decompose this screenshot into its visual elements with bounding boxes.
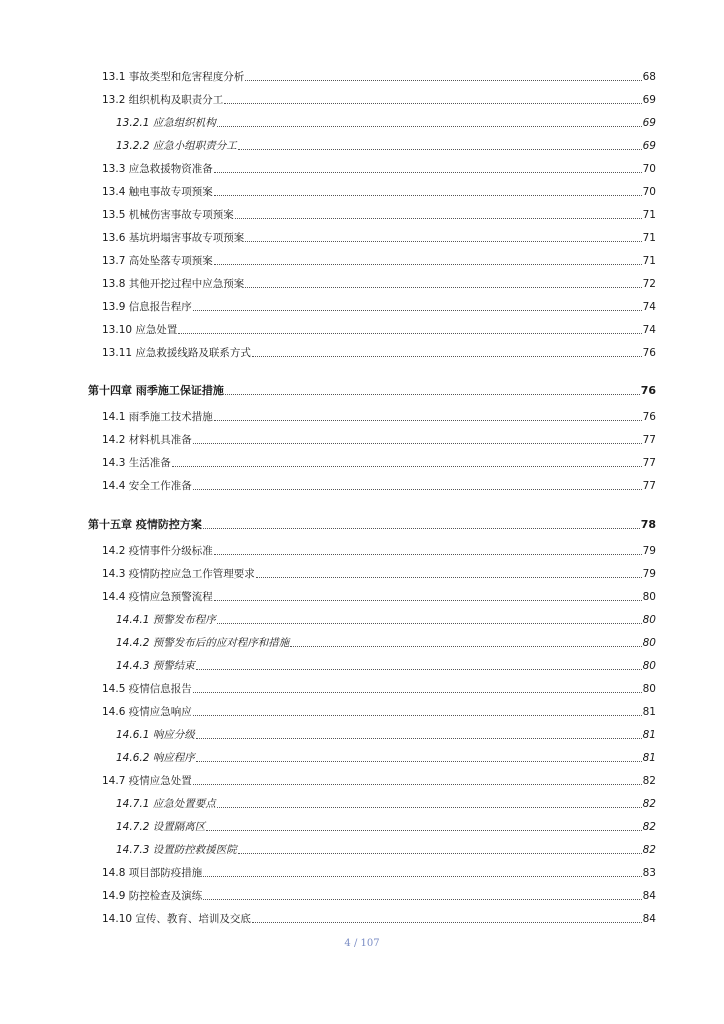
toc-entry-title: 14.7.2 设置隔离区	[116, 821, 206, 833]
toc-entry-page: 84	[642, 890, 656, 902]
toc-entry[interactable]	[102, 705, 656, 719]
toc-leader	[172, 465, 642, 467]
toc-entry[interactable]	[116, 728, 656, 742]
toc-entry-title: 13.2 组织机构及职责分工	[102, 94, 224, 106]
toc-leader	[238, 852, 642, 854]
toc-leader	[224, 102, 641, 104]
toc-entry-title: 14.2 材料机具准备	[102, 434, 192, 446]
toc-entry[interactable]	[102, 889, 656, 903]
toc-leader	[196, 668, 642, 670]
toc-entry[interactable]	[102, 254, 656, 268]
toc-entry[interactable]	[102, 277, 656, 291]
toc-leader	[225, 393, 640, 395]
toc-leader	[193, 442, 642, 444]
toc-entry-title: 14.4 安全工作准备	[102, 480, 192, 492]
toc-entry-page: 76	[640, 384, 656, 397]
toc-entry-title: 14.6 疫情应急响应	[102, 706, 192, 718]
toc-entry-title: 14.6.1 响应分级	[116, 729, 195, 741]
toc-leader	[245, 79, 641, 81]
toc-leader	[193, 714, 642, 716]
page-indicator: 4 / 107	[344, 938, 380, 949]
toc-entry-title: 14.4.1 预警发布程序	[116, 614, 216, 626]
toc-leader	[203, 898, 641, 900]
toc-entry-title: 14.8 项目部防疫措施	[102, 867, 203, 879]
toc-entry-page: 80	[642, 637, 656, 649]
toc-entry[interactable]	[102, 590, 656, 604]
toc-entry[interactable]	[116, 613, 656, 627]
toc-entry[interactable]	[102, 185, 656, 199]
toc-entry[interactable]	[102, 208, 656, 222]
toc-entry-title: 13.10 应急处置	[102, 324, 178, 336]
toc-entry-title: 第十四章 雨季施工保证措施	[88, 384, 224, 397]
toc-entry[interactable]	[102, 93, 656, 107]
toc-leader	[252, 355, 642, 357]
toc-leader	[238, 148, 642, 150]
toc-entry-page: 76	[642, 347, 656, 359]
toc-entry-page: 72	[642, 278, 656, 290]
toc-entry[interactable]	[116, 636, 656, 650]
toc-entry-title: 14.4.2 预警发布后的应对程序和措施	[116, 637, 290, 649]
toc-leader	[252, 921, 642, 923]
toc-entry-page: 83	[642, 867, 656, 879]
toc-entry-title: 13.7 高处坠落专项预案	[102, 255, 213, 267]
toc-entry-title: 13.2.2 应急小组职责分工	[116, 140, 237, 152]
toc-entry-page: 79	[642, 568, 656, 580]
toc-entry-title: 14.4 疫情应急预警流程	[102, 591, 213, 603]
toc-entry-page: 82	[642, 775, 656, 787]
toc-entry[interactable]	[116, 116, 656, 130]
toc-entry-page: 81	[642, 706, 656, 718]
toc-entry-page: 82	[642, 798, 656, 810]
toc-entry-page: 69	[642, 94, 656, 106]
toc-entry[interactable]	[102, 567, 656, 581]
toc-entry[interactable]	[102, 866, 656, 880]
toc-entry-page: 80	[642, 660, 656, 672]
toc-entry[interactable]	[116, 659, 656, 673]
toc-leader	[178, 332, 641, 334]
toc-entry[interactable]	[116, 797, 656, 811]
toc-entry-title: 13.2.1 应急组织机构	[116, 117, 216, 129]
toc-leader	[217, 622, 642, 624]
toc-entry-title: 14.1 雨季施工技术措施	[102, 411, 213, 423]
toc-entry-page: 74	[642, 301, 656, 313]
toc-entry-title: 14.5 疫情信息报告	[102, 683, 192, 695]
toc-entry-title: 13.3 应急救援物资准备	[102, 163, 213, 175]
toc-entry-page: 80	[642, 614, 656, 626]
toc-entry-title: 13.1 事故类型和危害程度分析	[102, 71, 245, 83]
toc-leader	[214, 263, 642, 265]
toc-entry-page: 69	[642, 140, 656, 152]
toc-entry[interactable]	[102, 433, 656, 447]
toc-chapter-entry[interactable]	[88, 518, 656, 532]
toc-entry-page: 79	[642, 545, 656, 557]
toc-leader	[217, 125, 642, 127]
toc-entry-title: 13.6 基坑坍塌害事故专项预案	[102, 232, 245, 244]
toc-entry-page: 68	[642, 71, 656, 83]
toc-entry[interactable]	[102, 544, 656, 558]
toc-entry-page: 70	[642, 186, 656, 198]
toc-leader	[245, 286, 641, 288]
toc-entry-page: 71	[642, 232, 656, 244]
toc-entry[interactable]	[102, 162, 656, 176]
toc-entry-title: 14.2 疫情事件分级标准	[102, 545, 213, 557]
toc-entry-page: 77	[642, 434, 656, 446]
toc-entry-title: 14.10 宣传、教育、培训及交底	[102, 913, 251, 925]
toc-entry-page: 78	[640, 518, 656, 531]
toc-entry-title: 13.9 信息报告程序	[102, 301, 192, 313]
toc-entry-title: 14.6.2 响应程序	[116, 752, 195, 764]
toc-leader	[193, 309, 642, 311]
toc-leader	[245, 240, 641, 242]
toc-entry-title: 14.7 疫情应急处置	[102, 775, 192, 787]
toc-entry[interactable]	[102, 70, 656, 84]
toc-leader	[203, 527, 640, 529]
toc-leader	[196, 760, 642, 762]
toc-entry-page: 84	[642, 913, 656, 925]
toc-entry[interactable]	[116, 820, 656, 834]
toc-entry[interactable]	[102, 300, 656, 314]
toc-entry-page: 71	[642, 209, 656, 221]
toc-leader	[193, 488, 642, 490]
toc-entry-page: 82	[642, 844, 656, 856]
toc-entry-title: 13.4 触电事故专项预案	[102, 186, 213, 198]
toc-entry[interactable]	[116, 843, 656, 857]
toc-entry-page: 81	[642, 729, 656, 741]
toc-leader	[217, 806, 642, 808]
toc-entry-page: 82	[642, 821, 656, 833]
toc-entry[interactable]	[102, 456, 656, 470]
toc-leader	[290, 645, 641, 647]
toc-entry-title: 13.8 其他开挖过程中应急预案	[102, 278, 245, 290]
toc-entry-page: 80	[642, 683, 656, 695]
toc-leader	[256, 576, 642, 578]
toc-entry-page: 77	[642, 480, 656, 492]
toc-entry-title: 13.5 机械伤害事故专项预案	[102, 209, 234, 221]
toc-entry-page: 71	[642, 255, 656, 267]
toc-entry-title: 14.7.1 应急处置要点	[116, 798, 216, 810]
toc-leader	[193, 783, 642, 785]
toc-entry[interactable]	[116, 139, 656, 153]
toc-entry-title: 14.7.3 设置防控救援医院	[116, 844, 237, 856]
toc-leader	[196, 737, 642, 739]
toc-leader	[214, 419, 642, 421]
toc-entry-title: 14.3 生活准备	[102, 457, 171, 469]
toc-leader	[193, 691, 642, 693]
toc-leader	[235, 217, 642, 219]
toc-leader	[214, 171, 642, 173]
toc-entry-page: 69	[642, 117, 656, 129]
toc-entry-title: 14.9 防控检查及演练	[102, 890, 203, 902]
toc-entry-page: 70	[642, 163, 656, 175]
toc-entry-page: 80	[642, 591, 656, 603]
toc-entry[interactable]	[102, 410, 656, 424]
toc-entry[interactable]	[102, 346, 656, 360]
toc-entry[interactable]	[102, 323, 656, 337]
toc-leader	[203, 875, 641, 877]
toc-entry[interactable]	[102, 479, 656, 493]
toc-entry-title: 14.4.3 预警结束	[116, 660, 195, 672]
toc-leader	[214, 194, 642, 196]
toc-entry-page: 74	[642, 324, 656, 336]
toc-leader	[206, 829, 641, 831]
toc-leader	[214, 553, 642, 555]
toc-entry[interactable]	[116, 751, 656, 765]
toc-leader	[214, 599, 642, 601]
toc-chapter-entry[interactable]	[88, 384, 656, 398]
toc-entry[interactable]	[102, 231, 656, 245]
toc-entry-page: 81	[642, 752, 656, 764]
toc-entry[interactable]	[102, 682, 656, 696]
toc-entry-title: 14.3 疫情防控应急工作管理要求	[102, 568, 255, 580]
toc-entry[interactable]	[102, 774, 656, 788]
toc-entry-page: 76	[642, 411, 656, 423]
toc-entry-page: 77	[642, 457, 656, 469]
toc-entry-title: 13.11 应急救援线路及联系方式	[102, 347, 251, 359]
toc-entry[interactable]	[102, 912, 656, 926]
toc-entry-title: 第十五章 疫情防控方案	[88, 518, 202, 531]
